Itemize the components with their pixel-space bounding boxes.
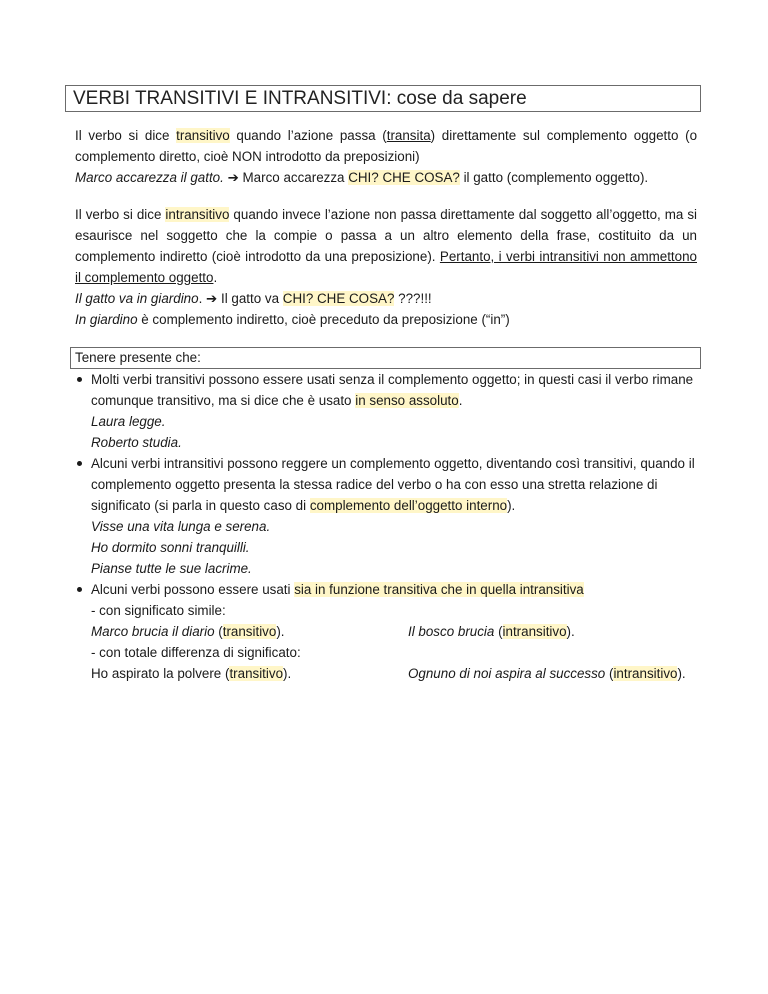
term-senso-assoluto: in senso assoluto — [355, 393, 459, 408]
term-transitivo: transitivo — [229, 666, 284, 681]
notes-list — [75, 369, 705, 684]
example-phrase: In giardino — [75, 312, 138, 327]
explanation-line — [75, 309, 697, 330]
example-left — [91, 666, 291, 681]
term-transitivo: transitivo — [222, 624, 277, 639]
underlined-rule: Pertanto, i verbi intransitivi non ammettono il complemento oggetto — [75, 249, 697, 285]
arrow-icon: ➔ — [206, 291, 221, 306]
arrow-icon: ➔ — [223, 170, 243, 185]
example-right — [408, 663, 686, 684]
term-transita: transita — [386, 128, 431, 143]
text: ( — [494, 624, 503, 639]
example-row — [91, 663, 705, 684]
text: Molti verbi transitivi possono essere usati senza il complemento oggetto; in questi casi il verbo rimane comunque transitivo, ma si dice che è usato — [91, 372, 694, 408]
text: ( — [605, 666, 614, 681]
example-sentence: Ho dormito sonni tranquilli. — [91, 540, 250, 555]
text: ). — [677, 666, 686, 681]
term-transitivo: transitivo — [176, 128, 230, 143]
example-right — [408, 621, 575, 642]
example-line — [75, 288, 697, 309]
text: ). — [507, 498, 516, 513]
text: ). — [283, 666, 292, 681]
sub-heading: - con totale differenza di significato: — [91, 645, 301, 660]
text: Il gatto va — [220, 291, 283, 306]
example-sentence: Pianse tutte le sue lacrime. — [91, 561, 252, 576]
page-title: VERBI TRANSITIVI E INTRANSITIVI: cose da sapere — [65, 85, 701, 112]
term-intransitivo: intransitivo — [613, 666, 678, 681]
text: Ho aspirato la polvere ( — [91, 666, 230, 681]
text: . — [213, 270, 218, 285]
paragraph-intransitivo — [75, 204, 697, 330]
text: è complemento indiretto, cioè preceduto da preposizione (“in”) — [137, 312, 510, 327]
text: . — [198, 291, 207, 306]
example-sentence: Marco brucia il diario — [91, 624, 215, 639]
example-line — [75, 167, 697, 188]
list-item — [75, 453, 705, 579]
example-sentence: Visse una vita lunga e serena. — [91, 519, 271, 534]
example-sentence: Marco accarezza il gatto. — [75, 170, 224, 185]
example-sentence: Il bosco brucia — [408, 624, 495, 639]
text: ). — [276, 624, 285, 639]
example-sentence: Il gatto va in giardino — [75, 291, 199, 306]
note-header: Tenere presente che: — [70, 347, 701, 369]
text: Alcuni verbi possono essere usati — [91, 582, 295, 597]
example-left — [91, 624, 285, 639]
term-oggetto-interno: complemento dell’oggetto interno — [309, 498, 508, 513]
example-row — [91, 621, 705, 642]
text: ( — [214, 624, 223, 639]
example-sentence: Ognuno di noi aspira al successo — [408, 666, 606, 681]
text: . — [458, 393, 463, 408]
text: Marco accarezza — [242, 170, 349, 185]
text: Alcuni verbi intransitivi possono reggere un complemento oggetto, diventando così transitivi, quando il complemento oggetto presenta la stessa radice del verbo o ha con esso una stretta relazione di significato (si parla in questo caso di — [91, 456, 695, 513]
example-sentence: Roberto studia. — [91, 435, 182, 450]
example-sentence: Laura legge. — [91, 414, 166, 429]
term-intransitivo: intransitivo — [165, 207, 230, 222]
text: ) direttamente sul complemento oggetto (o complemento diretto, cioè NON introdotto da preposizioni) — [75, 128, 698, 164]
text: Il verbo si dice — [75, 128, 177, 143]
text: quando invece l’azione non passa direttamente dal soggetto all’oggetto, ma si esaurisce nel soggetto che la compie o passa a un altro elemento della frase, costituito da un complemento indiretto (cioè introdotto da una preposizione). — [75, 207, 697, 264]
text: ???!!! — [394, 291, 432, 306]
term-doppia-funzione: sia in funzione transitiva che in quella intransitiva — [294, 582, 584, 597]
list-item — [75, 579, 705, 684]
text: quando l’azione passa ( — [229, 128, 387, 143]
text: ). — [566, 624, 575, 639]
text: il gatto (complemento oggetto). — [459, 170, 649, 185]
paragraph-transitivo — [75, 125, 697, 188]
list-item — [75, 369, 705, 453]
question-label: CHI? CHE COSA? — [348, 170, 460, 185]
sub-heading: - con significato simile: — [91, 603, 226, 618]
question-label: CHI? CHE COSA? — [282, 291, 395, 306]
term-intransitivo: intransitivo — [502, 624, 567, 639]
text: Il verbo si dice — [75, 207, 166, 222]
